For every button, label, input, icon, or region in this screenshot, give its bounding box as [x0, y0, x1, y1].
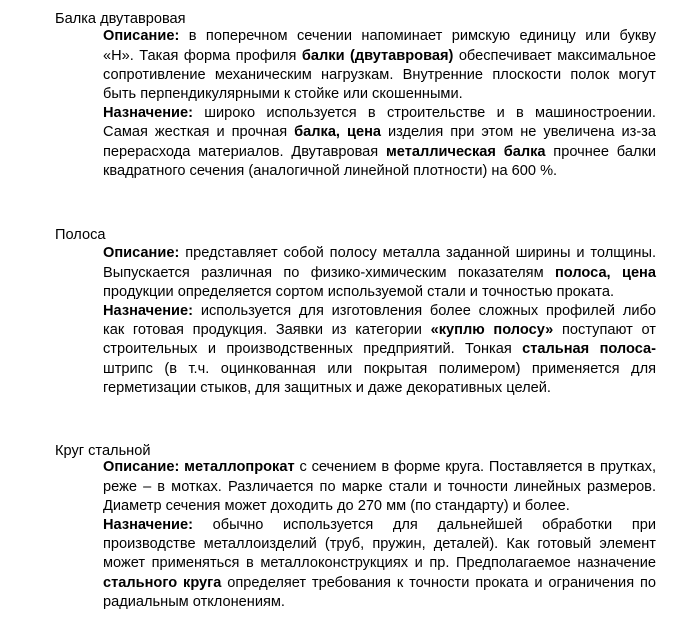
text-run: в поперечном сечении напоминает римскую единицу или букву — [179, 28, 656, 45]
section-title: Балка двутавровая — [55, 11, 186, 28]
paragraph — [103, 104, 656, 181]
text-line — [103, 554, 656, 573]
paragraph — [103, 27, 656, 104]
text-line — [103, 47, 656, 66]
section-body — [103, 27, 656, 181]
text-run: штрипс (в т.ч. оцинкованная или покрытая полимером) применяется для — [103, 360, 656, 377]
text-run: Диаметр сечения может доходить до 270 мм (по стандарту) и более. — [103, 497, 570, 514]
section-body — [103, 244, 656, 398]
text-run: квадратного сечения (аналогичной линейной плотности) на 600 %. — [103, 162, 558, 179]
text-run: прочнее балки — [545, 143, 656, 160]
text-line — [103, 574, 656, 593]
text-run: обычно используется для дальнейшей обработки при — [193, 516, 656, 533]
text-line — [103, 458, 656, 477]
text-line — [103, 302, 656, 321]
text-run: с сечением в форме круга. Поставляется в прутках, — [294, 459, 656, 476]
paragraph — [103, 516, 656, 612]
bold-text: стальная полоса- — [522, 341, 657, 358]
section-title: Круг стальной — [55, 443, 151, 460]
text-line — [103, 379, 656, 398]
text-run: герметизации стыков, для защитных и даже декоративных целей. — [103, 379, 551, 396]
text-run: производстве металлоизделий (труб, пружин, деталей). Как готовый элемент — [103, 536, 656, 553]
text-run: Выпускается различная по физико-химическим показателям — [103, 264, 555, 281]
text-run: широко используется в строительстве и в машиностроении. — [193, 105, 656, 122]
text-line — [103, 104, 656, 123]
bold-text: металлическая балка — [385, 143, 546, 160]
field-label: Описание: — [103, 459, 180, 476]
text-run: представляет собой полосу металла заданной ширины и толщины. — [179, 245, 656, 262]
text-line — [103, 497, 656, 516]
field-label: Назначение: — [103, 105, 194, 122]
text-run: как готовая продукция. Заявки из категории — [103, 322, 431, 339]
text-line — [103, 85, 656, 104]
text-run: радиальным отклонениям. — [103, 593, 285, 610]
text-run: обеспечивает максимальное — [453, 47, 657, 64]
text-line — [103, 244, 656, 263]
field-label: Описание: — [103, 28, 180, 45]
text-line — [103, 162, 656, 181]
text-run: реже – в мотках. Различается по марке стали и точности линейных размеров. — [103, 478, 656, 495]
text-line — [103, 535, 656, 554]
section-title: Полоса — [55, 227, 106, 244]
paragraph — [103, 244, 656, 302]
text-line — [103, 321, 656, 340]
bold-text: стального круга — [103, 574, 222, 591]
text-run: изделия при этом не увеличена из-за — [381, 124, 656, 141]
text-line — [103, 66, 656, 85]
text-line — [103, 27, 656, 46]
text-line — [103, 593, 656, 612]
text-run: быть перпендикулярными к стойке или скошенными. — [103, 85, 463, 102]
bold-text: балка, цена — [294, 124, 382, 141]
paragraph — [103, 458, 656, 516]
text-run: определяет требования к точности проката и ограничения по — [221, 574, 656, 591]
bold-text: металлопрокат — [179, 459, 295, 476]
text-run: строительных и производственных предприятий. Тонкая — [103, 341, 523, 358]
text-line — [103, 143, 656, 162]
field-label: Назначение: — [103, 302, 194, 319]
section-body — [103, 458, 656, 612]
text-run: Самая жесткая и прочная — [103, 124, 295, 141]
text-run: может применяться в металлоконструкциях и пр. Предполагаемое назначение — [103, 555, 656, 572]
text-run: сопротивление механическим нагрузкам. Внутренние плоскости полок могут — [103, 66, 656, 83]
bold-text: «куплю полосу» — [430, 322, 554, 339]
text-line — [103, 264, 656, 283]
bold-text: балки (двутавровая) — [301, 47, 454, 64]
text-line — [103, 340, 656, 359]
text-run: продукции определяется сортом используемой стали и точностью проката. — [103, 283, 614, 300]
field-label: Назначение: — [103, 516, 194, 533]
text-run: используется для изготовления более сложных профилей либо — [193, 302, 656, 319]
bold-text: полоса, цена — [554, 264, 656, 281]
text-line — [103, 516, 656, 535]
text-run: перерасхода материалов. Двутавровая — [103, 143, 386, 160]
paragraph — [103, 302, 656, 398]
field-label: Описание: — [103, 245, 180, 262]
text-run: «Н». Такая форма профиля — [103, 47, 302, 64]
text-line — [103, 478, 656, 497]
text-line — [103, 283, 656, 302]
text-line — [103, 360, 656, 379]
text-run: поступают от — [553, 322, 656, 339]
text-line — [103, 123, 656, 142]
